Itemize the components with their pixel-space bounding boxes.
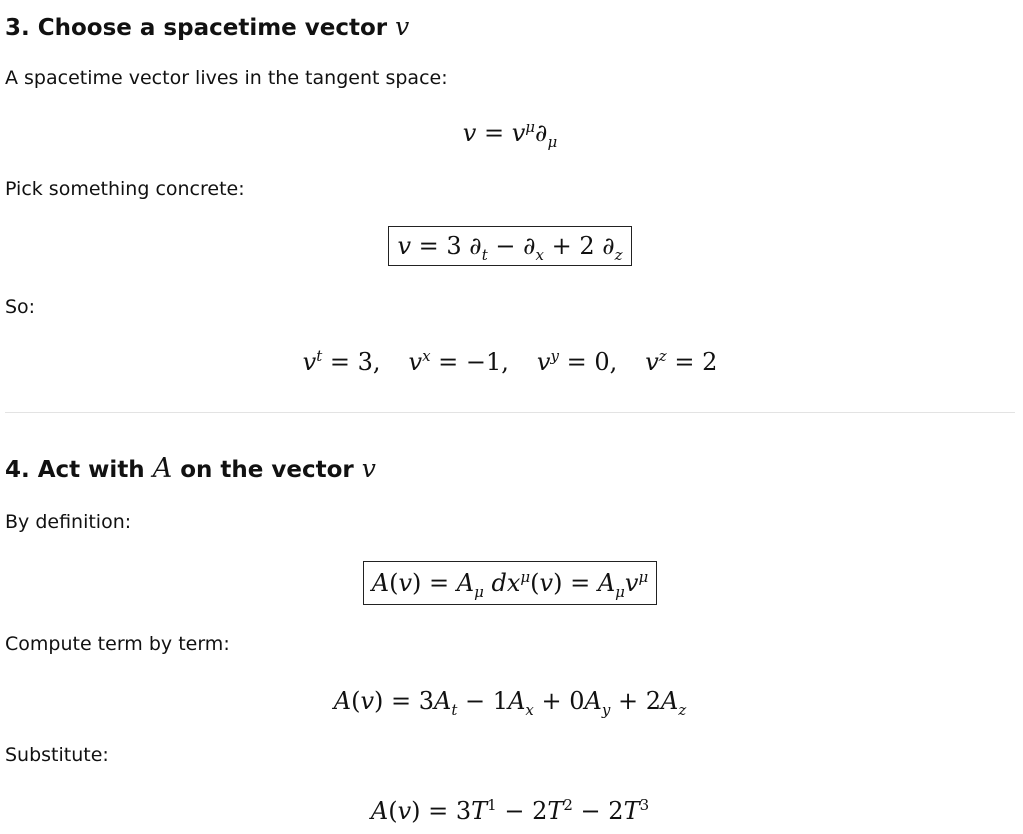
equation-concrete-vector: v = 3 $\partial_t - \partial_x + 2$ $\partial_z$ xyxy=(5,226,1015,266)
heading-var-A: A xyxy=(152,453,173,484)
equation-vector-definition: $v = v^\mu\partial_\mu$ xyxy=(462,118,558,151)
heading-var-v: v xyxy=(361,454,376,483)
by-definition-text: By definition: xyxy=(5,511,132,533)
equation-term-by-term: $A(v) = 3A_t - 1A_x + 0A_y + 2A_z$ xyxy=(333,687,687,719)
substitute-text: Substitute: xyxy=(5,744,109,766)
pick-text: Pick something concrete: xyxy=(5,178,245,200)
equation-components: $v^t = 3$, $v^x = -1$, $v^y = 0$, $v^z = 2$ xyxy=(302,347,718,376)
section-divider xyxy=(5,412,1015,413)
equation-A-of-v-definition: $A(v) = A_\mu$ $dx^\mu(v) = A_\mu v^\mu$ xyxy=(5,561,1015,605)
heading-var-v: v xyxy=(395,12,410,41)
intro-text: A spacetime vector lives in the tangent space: xyxy=(5,67,448,89)
section-4-heading: 4. Act with A on the vector v xyxy=(5,453,376,484)
equation-substituted: $A(v) = 3T^1 - 2T^2 - 2T^3$ xyxy=(370,796,650,825)
section-3-heading: 3. Choose a spacetime vector v xyxy=(5,12,410,41)
compute-text: Compute term by term: xyxy=(5,633,230,655)
so-text: So: xyxy=(5,296,36,318)
